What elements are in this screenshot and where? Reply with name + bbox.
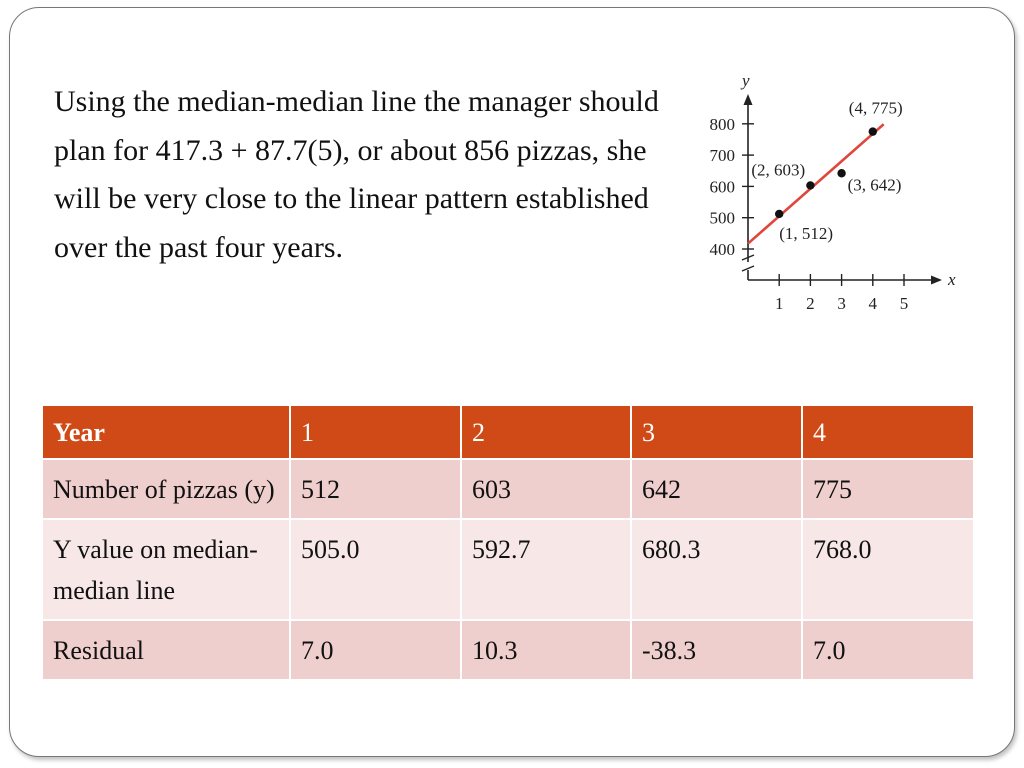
table-cell: 505.0	[290, 519, 461, 620]
y-axis-label: y	[742, 71, 750, 90]
data-point	[837, 169, 845, 177]
x-tick-label: 1	[774, 294, 784, 313]
x-axis-arrow	[931, 276, 942, 285]
data-point	[775, 210, 783, 218]
residual-table	[43, 406, 973, 681]
x-axis-label: x	[948, 270, 956, 289]
y-axis-arrow	[744, 94, 753, 105]
header-cell: 1	[290, 406, 461, 459]
header-cell: 2	[461, 406, 631, 459]
table-cell: 10.3	[461, 620, 631, 680]
data-point-label: (2, 603)	[751, 160, 806, 180]
header-cell-year: Year	[43, 406, 290, 459]
data-point	[806, 181, 814, 189]
x-tick-label: 4	[868, 294, 878, 313]
row-label: Y value on median-median line	[43, 519, 290, 620]
header-cell: 4	[802, 406, 973, 459]
data-point-label: (1, 512)	[779, 223, 834, 243]
table-cell: 7.0	[802, 620, 973, 680]
row-label: Residual	[43, 620, 290, 680]
table-row	[43, 519, 973, 620]
table-cell: 642	[631, 459, 802, 519]
table-cell: 768.0	[802, 519, 973, 620]
y-tick-label: 400	[709, 240, 735, 259]
table-cell: 592.7	[461, 519, 631, 620]
x-tick-label: 2	[806, 294, 815, 313]
table-cell: 680.3	[631, 519, 802, 620]
x-axis	[748, 276, 942, 285]
y-tick-label: 600	[709, 177, 735, 197]
table-cell: -38.3	[631, 620, 802, 680]
x-tick-label: 3	[837, 294, 846, 313]
scatter-chart	[692, 66, 962, 322]
table-row	[43, 459, 973, 519]
header-cell: 3	[631, 406, 802, 459]
y-tick-label: 800	[709, 114, 735, 134]
table-cell: 775	[802, 459, 973, 519]
table-cell: 603	[461, 459, 631, 519]
row-label: Number of pizzas (y)	[43, 459, 290, 519]
data-point-label: (3, 642)	[847, 175, 902, 195]
slide-paragraph: Using the median-median line the manager should plan for 417.3 + 87.7(5), or about 856 pizzas, she will be very close to the linear pattern established over the past four years.	[54, 85, 659, 264]
data-point-label: (4, 775)	[848, 98, 903, 118]
table-cell: 7.0	[290, 620, 461, 680]
table-row	[43, 620, 973, 680]
x-tick-label: 5	[899, 294, 909, 313]
data-point	[869, 127, 877, 135]
y-tick-label: 500	[709, 208, 735, 228]
table-header-row	[43, 406, 973, 459]
y-tick-label: 700	[709, 146, 735, 166]
axis-break-mark	[742, 255, 754, 271]
table-cell: 512	[290, 459, 461, 519]
